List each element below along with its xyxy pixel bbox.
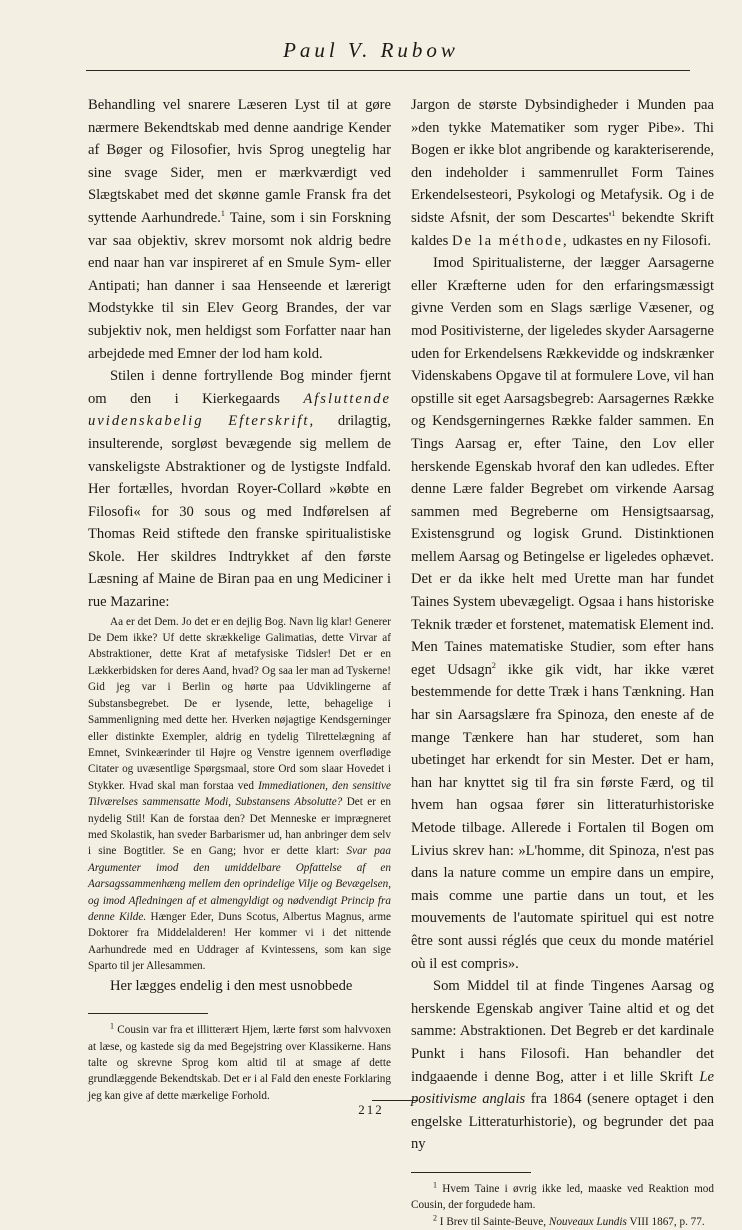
- footnote: [88, 1022, 391, 1104]
- text: drilagtig, insulterende, sorgløst bevægende sig mellem de vanskeligste Abstraktioner og de lystigste Indfald. Her fortælles, hvordan Royer-Collard »købte en Filosofi« for 30 sous og med Indførelsen af Thomas Reid stiftede den franske spiritualistiske Skole. Her skildres Indtrykket af den første Læsning af Maine de Biran paa en ung Mediciner i rue Mazarine:: [88, 413, 392, 611]
- text: Taine, som i sin Forskning var saa objektiv, skrev morsomt nok aldrig bedre end naar han var inspireret af en Smule Sym- eller Antipati; han danner i saa Henseende et lærerigt Modstykke til sin Elev Georg Brandes, der var subjektiv nok, men heldigst som Forfatter naar han arbejdede med Emner der lod ham kold.: [88, 209, 391, 362]
- left-column: [88, 94, 391, 1104]
- paragraph: [88, 94, 391, 365]
- book-title: Le positivisme anglais: [411, 1068, 714, 1108]
- footnote-ref: 1: [611, 209, 616, 219]
- paragraph: [411, 94, 714, 252]
- footnote: [411, 1181, 714, 1214]
- text: VIII 1867, p. 77.: [626, 1215, 705, 1228]
- right-column: [411, 94, 714, 1230]
- footnote-rule: [88, 1013, 208, 1014]
- text: Som Middel til at finde Tingenes Aarsag og herskende Egenskab angiver Taine altid et og det samme: Abstraktionen. Det Begreb er det kardinale Punkt i hans Filosofi. Han behandler det indgaaende i denne Bog, atter i et lille Skrift: [411, 978, 714, 1085]
- text: Det er en nydelig Stil! Kan de forstaa den? Det Menneske er imprægneret med Skolastik, han sveder Barbarismer ud, han anbringer dem selv i sine Bogtitler. Se en Gang; hvor er dette klart:: [88, 796, 391, 858]
- paragraph: Her lægges endelig i den mest usnobbede: [110, 977, 353, 994]
- text: ikke gik vidt, har ikke været bestemmende for dette Træk i hans Tænkning. Han har sin Aarsagslære fra Spinoza, den eneste af de mange Tænkere han har studeret, som han ubetinget har erkendt for sin Mester. Det er ham, han har knyttet sig til fra sin første Færd, og til hvem han ogsaa fører sin litteraturhistoriske Metode tilbage. Allerede i Fortalen til Bogen om Livius skrev han: »L'homme, dit Spinoza, n'est pas dans la nature comme un empire dans un empire, mais comme une partie dans un tout, et les mouvements de l'automate spirituel qui est notre être sont aussi réglés que ceux du monde matériel où il est compris».: [411, 661, 715, 972]
- text: Jargon de største Dybsindigheder i Munden paa »den tykke Matematiker som ryger Pibe». Thi Bogen er ikke blot angribende og karakteriserende, den indeholder i sammenrullet Form Taines Erkendelsesteori, Psykologi og Metafysik. Og i de sidste Afsnit, der som Descartes': [411, 97, 714, 226]
- running-head: Paul V. Rubow: [283, 38, 459, 62]
- page-number-rule: [372, 1100, 418, 1101]
- text: fra 1864 (senere optaget i den engelske Litteraturhistorie), og begrunder det paa ny: [411, 1091, 715, 1153]
- footnote-rule: [411, 1172, 531, 1173]
- paragraph: [411, 975, 714, 1156]
- journal-title: Nouveaux Lundis: [548, 1215, 627, 1228]
- footnote-mark: 1: [110, 1021, 114, 1031]
- text: Hvem Taine i øvrig ikke led, maaske ved Reaktion mod Cousin, der forgudede ham.: [411, 1182, 714, 1212]
- spaced-title: De la méthode,: [451, 232, 569, 249]
- text: Cousin var fra et illitterært Hjem, lærte først som halvvoxen at læse, og kastede sig da med Begejstring over Klassikerne. Hans talte og skrevne Sprog kom altid til at smage af dette grundlæggende Bekendtskab. Det er i al Fald den eneste Forklaring jeg kan give af dette mærkelige Forhold.: [88, 1024, 391, 1102]
- paragraph: [411, 252, 714, 975]
- block-quote: [88, 614, 391, 975]
- page-number: 212: [358, 1102, 384, 1117]
- italic-text: Immediationen, den sensitive Tilværelses sammensatte Modi, Substansens Absolutte?: [88, 779, 391, 809]
- text: Imod Spiritualisterne, der lægger Aarsagerne eller Kræfterne uden for den erfaringsmæssigt givne Verden som en Slags særlige Væsener, og mod Positivisterne, der ligeledes skyder Aarsagerne uden for Erkendelsens Rækkevidde og indskrænker Videnskabens Opgave til at formulere Love, vil han opstille sit eget Aarsagsbegreb: Aarsagernes Række og Kendsgerningernes Række falder sammen. En Tings Aarsag er, efter Taine, den Lov eller herskende Egenskab hvoraf den kan udledes. Efter denne Lære falder Begrebet om virkende Aarsag sammen med Begreberne om Hensigtsaarsag, Existensgrund og logisk Grund. Distinktionen mellem Aarsag og Betingelse er ligeledes ophævet. Det er da ikke helt med Urette man har fundet Taines System ubevægeligt. Ogsaa i hans historiske Teknik træder et forstenet, matematisk Element ind. Men Taines matematiske Studier, som efter hans eget Udsagn: [411, 255, 714, 678]
- paragraph: [88, 365, 391, 614]
- text: Aa er det Dem. Jo det er en dejlig Bog. Navn lig klar! Generer De Dem ikke? Uf dette skrækkelige Galimatias, dette Virvar af Abstraktioner, dette Krat af metafysiske Tidsler! Det er en Lækkerbidsken for deres Aand, hvad? Og saa ler man ad Tyskerne! Gid jeg var i Berlin og hørte paa Udviklingerne af Substansbegrebet. De er lysende, lette, behagelige i Sammenligning med dette her. Hverken nøjagtige Kendsgerninger eller distinkte Exempler, aldrig en tydelig Tilrettelægning af Emnet, Svinkeærinder til Højre og Venstre igennem overflødige Citater og uvæsentlige Spørgsmaal, store Ord som slaar Hovedet i Stykker. Hvad skal man forstaa ved: [88, 615, 391, 792]
- footnote-mark: 2: [433, 1212, 437, 1222]
- footnote-ref: 2: [491, 660, 496, 670]
- footnote-ref: 1: [220, 209, 225, 219]
- header-rule: [86, 70, 690, 71]
- text: Stilen i denne fortryllende Bog minder fjernt om den i Kierkegaards: [88, 368, 391, 407]
- text: Behandling vel snarere Læseren Lyst til at gøre nærmere Bekendtskab med denne aandrige Kender af Bøger og Filosofier, hvis Sprog unegtelig har sine svage Sider, men er mærkværdigt ved Slægtskabet med det skønne gamle Fransk fra det syttende Aarhundrede.: [88, 97, 391, 226]
- italic-text: Svar paa Argumenter imod den umiddelbare Opfattelse af en Aarsagssammenhæng mellem den oprindelige Vilje og Bevægelsen, og imod Afledningen af et almengyldigt og nødvendigt Princip fra denne Kilde.: [88, 845, 391, 923]
- text: I Brev til Sainte-Beuve,: [437, 1215, 549, 1228]
- book-title: Afsluttende uvidenskabelig Efterskrift,: [88, 390, 391, 430]
- text: Hænger Eder, Duns Scotus, Albertus Magnus, arme Doktorer fra Middelalderen! Her kommer vi i det nittende Aarhundrede med en Uddrager af Kvintessens, som kan sige Sparto til jer Allesammen.: [88, 910, 391, 973]
- footnote-mark: 1: [433, 1180, 437, 1190]
- footnote: [411, 1214, 714, 1230]
- text: udkastes en ny Filosofi.: [568, 232, 711, 249]
- text: bekendte Skrift kaldes: [411, 209, 714, 249]
